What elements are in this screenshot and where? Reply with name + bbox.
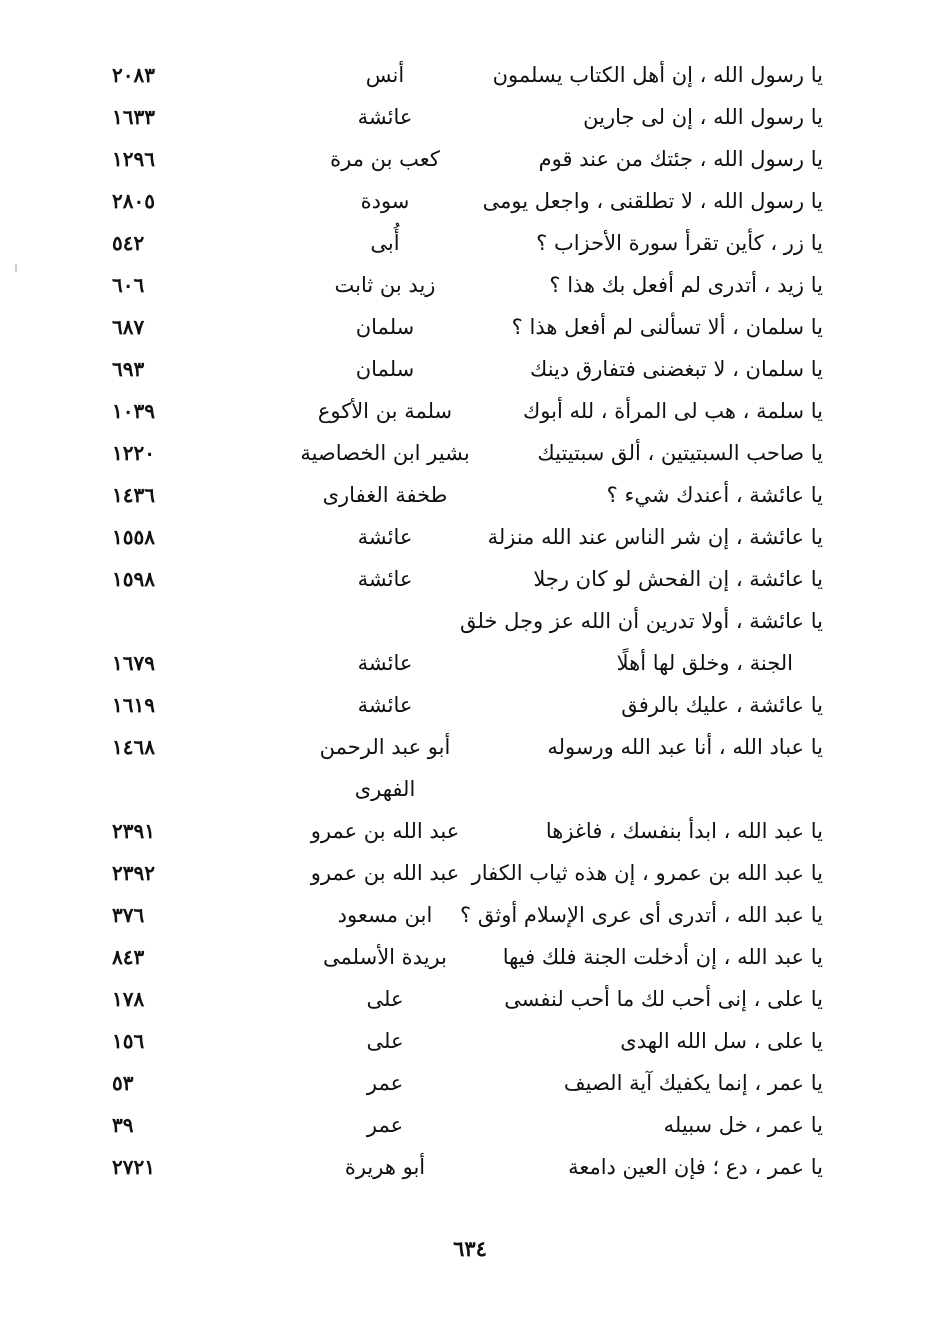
- hadith-index-list: [0, 54, 941, 1188]
- hadith-opening-text: يا عبد الله ، إن أدخلت الجنة فلك فيها: [502, 945, 823, 969]
- narrator-name: سلمان: [355, 357, 415, 381]
- narrator-name: عمر: [366, 1113, 404, 1137]
- hadith-number: ١٦١٩: [112, 693, 155, 717]
- hadith-number: ١٥٥٨: [112, 525, 155, 549]
- hadith-opening-text: يا سلمان ، لا تبغضنى فتفارق دينك: [530, 357, 823, 381]
- hadith-opening-text: يا عمر ، خل سبيله: [663, 1113, 823, 1137]
- hadith-number: ٥٤٢: [112, 231, 145, 255]
- narrator-name: سودة: [360, 189, 410, 213]
- hadith-opening-text: يا عباد الله ، أنا عبد الله ورسوله: [547, 735, 823, 759]
- hadith-opening-text: يا سلمان ، ألا تسألنى لم أفعل هذا ؟: [511, 315, 823, 339]
- hadith-opening-text: يا زيد ، أتدرى لم أفعل بك هذا ؟: [549, 273, 823, 297]
- narrator-name: طخفة الغفارى: [322, 483, 448, 507]
- hadith-number: ٣٧٦: [112, 903, 145, 927]
- index-row: [0, 138, 941, 180]
- hadith-number: ٣٩: [112, 1113, 134, 1137]
- hadith-number: ١٦٣٣: [112, 105, 155, 129]
- index-row: [0, 684, 941, 726]
- narrator-name: على: [366, 1029, 404, 1053]
- hadith-number: ١٥٦: [112, 1029, 145, 1053]
- hadith-opening-text: يا عائشة ، عليك بالرفق: [621, 693, 823, 717]
- hadith-opening-text: يا عائشة ، أعندك شيء ؟: [606, 483, 823, 507]
- index-row: [0, 1146, 941, 1188]
- hadith-number: ١٢٢٠: [112, 441, 155, 465]
- narrator-name: أبو هريرة: [344, 1155, 426, 1179]
- index-row: [0, 936, 941, 978]
- hadith-number: ٢٣٩١: [112, 819, 155, 843]
- hadith-opening-text: [483, 768, 823, 810]
- hadith-opening-text: يا على ، إنى أحب لك ما أحب لنفسى: [504, 987, 823, 1011]
- hadith-number: ١٧٨: [112, 987, 145, 1011]
- index-row: [0, 222, 941, 264]
- hadith-opening-text: يا صاحب السبتيتين ، ألق سبتيتيك: [537, 441, 823, 465]
- hadith-opening-text: الجنة ، وخلق لها أهلًا: [616, 651, 793, 675]
- index-row: [0, 390, 941, 432]
- narrator-name: بريدة الأسلمى: [323, 945, 447, 969]
- hadith-opening-text: يا رسول الله ، لا تطلقنى ، واجعل يومى: [482, 189, 823, 213]
- hadith-number: ٢٣٩٢: [112, 861, 155, 885]
- index-row: [0, 1104, 941, 1146]
- hadith-number: ٨٤٣: [112, 945, 145, 969]
- hadith-number: ٦٩٣: [112, 357, 145, 381]
- narrator-name: عبد الله بن عمرو: [310, 861, 460, 885]
- narrator-name: عائشة: [357, 651, 413, 675]
- narrator-name: عائشة: [357, 105, 413, 129]
- hadith-opening-text: يا عمر ، إنما يكفيك آية الصيف: [563, 1071, 823, 1095]
- hadith-number: ٦٨٧: [112, 315, 145, 339]
- index-row: [0, 474, 941, 516]
- index-row: [0, 768, 941, 810]
- hadith-number: ١٢٩٦: [112, 147, 155, 171]
- hadith-opening-text: يا عمر ، دع ؛ فإن العين دامعة: [568, 1155, 823, 1179]
- narrator-name: أبو عبد الرحمن: [319, 735, 451, 759]
- hadith-number: ٢٨٠٥: [112, 189, 155, 213]
- index-row: [0, 516, 941, 558]
- narrator-name: أُبى: [370, 231, 400, 255]
- page-number: ٦٣٤: [453, 1236, 487, 1261]
- hadith-opening-text: يا عائشة ، إن شر الناس عند الله منزلة: [487, 525, 823, 549]
- narrator-name: عائشة: [357, 525, 413, 549]
- narrator-name: بشير ابن الخصاصية: [300, 441, 470, 465]
- index-row: [0, 1020, 941, 1062]
- narrator-name: سلمان: [355, 315, 415, 339]
- index-row: [0, 96, 941, 138]
- hadith-opening-text: يا على ، سل الله الهدى: [620, 1029, 823, 1053]
- narrator-name: عائشة: [357, 567, 413, 591]
- narrator-name: عائشة: [357, 693, 413, 717]
- narrator-name: كعب بن مرة: [330, 147, 440, 171]
- index-row: [0, 1062, 941, 1104]
- hadith-opening-text: يا رسول الله ، إن أهل الكتاب يسلمون: [492, 63, 823, 87]
- index-row: [0, 978, 941, 1020]
- narrator-name: أنس: [365, 63, 405, 87]
- narrator-name: [300, 600, 470, 642]
- narrator-name: على: [366, 987, 404, 1011]
- index-row: [0, 642, 941, 684]
- narrator-name: زيد بن ثابت: [334, 273, 436, 297]
- hadith-number: ١٤٦٨: [112, 735, 155, 759]
- index-row: [0, 264, 941, 306]
- index-row: [0, 432, 941, 474]
- hadith-number: ٦٠٦: [112, 273, 145, 297]
- hadith-number: ١٤٣٦: [112, 483, 155, 507]
- hadith-number: ١٠٣٩: [112, 399, 155, 423]
- index-row: [0, 852, 941, 894]
- index-row: [0, 54, 941, 96]
- index-row: [0, 558, 941, 600]
- hadith-opening-text: يا رسول الله ، جئتك من عند قوم: [538, 147, 823, 171]
- hadith-opening-text: يا عبد الله ، ابدأ بنفسك ، فاغزها: [545, 819, 823, 843]
- hadith-number: [112, 600, 182, 642]
- hadith-opening-text: يا رسول الله ، إن لى جارين: [583, 105, 823, 129]
- hadith-opening-text: يا زر ، كأين تقرأ سورة الأحزاب ؟: [536, 231, 823, 255]
- hadith-opening-text: يا عبد الله ، أتدرى أى عرى الإسلام أوثق ؟: [460, 903, 823, 927]
- hadith-number: ٢٠٨٣: [112, 63, 155, 87]
- narrator-name: ابن مسعود: [337, 903, 433, 927]
- narrator-name: عبد الله بن عمرو: [310, 819, 460, 843]
- index-row: [0, 600, 941, 642]
- hadith-opening-text: يا سلمة ، هب لى المرأة ، لله أبوك: [523, 399, 823, 423]
- index-row: [0, 894, 941, 936]
- narrator-name: الفهرى: [354, 777, 416, 801]
- index-row: [0, 306, 941, 348]
- hadith-number: [112, 768, 182, 810]
- hadith-opening-text: يا عائشة ، أولا تدرين أن الله عز وجل خلق: [460, 609, 823, 633]
- hadith-number: ٥٣: [112, 1071, 134, 1095]
- narrator-name: عمر: [366, 1071, 404, 1095]
- narrator-name: سلمة بن الأكوع: [317, 399, 453, 423]
- index-row: [0, 726, 941, 768]
- index-row: [0, 810, 941, 852]
- hadith-opening-text: يا عائشة ، إن الفحش لو كان رجلا: [533, 567, 823, 591]
- index-row: [0, 180, 941, 222]
- index-row: [0, 348, 941, 390]
- hadith-opening-text: يا عبد الله بن عمرو ، إن هذه ثياب الكفار: [471, 861, 823, 885]
- hadith-number: ١٥٩٨: [112, 567, 155, 591]
- hadith-number: ١٦٧٩: [112, 651, 155, 675]
- hadith-number: ٢٧٢١: [112, 1155, 155, 1179]
